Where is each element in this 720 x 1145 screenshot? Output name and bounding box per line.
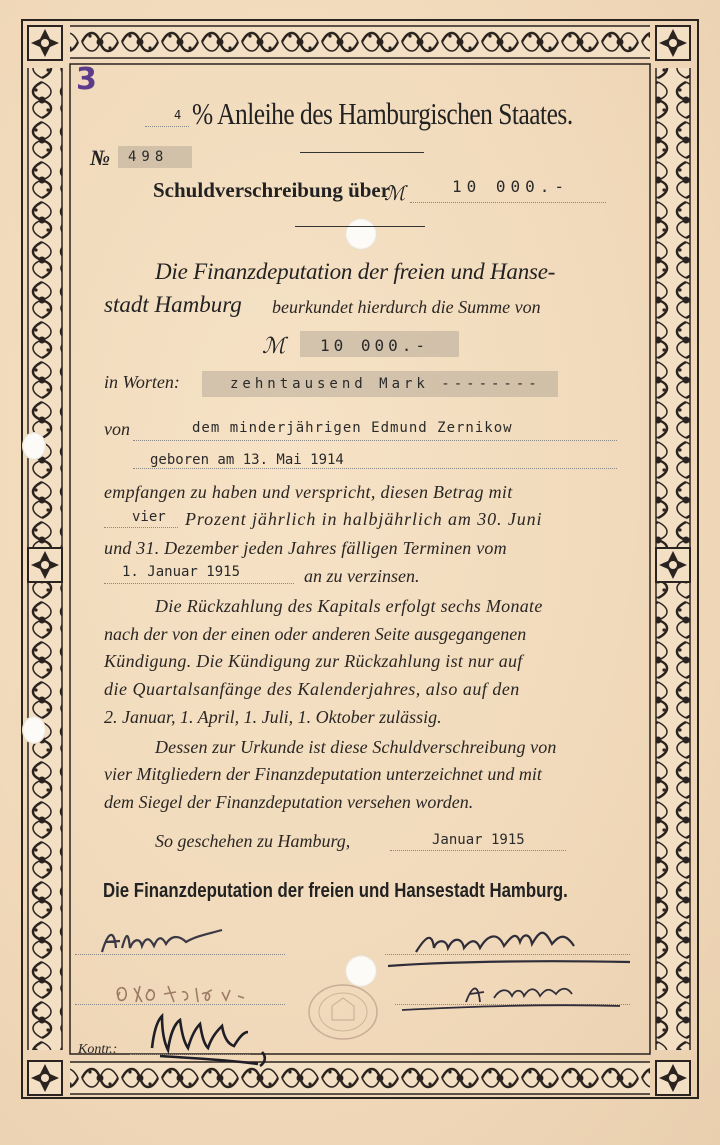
amount-currency: ℳ: [262, 333, 286, 358]
place-label: So geschehen zu Hamburg,: [155, 831, 351, 851]
von-label: von: [104, 419, 130, 439]
body-line: an zu verzinsen.: [304, 566, 420, 586]
intro-line-2-bold: stadt Hamburg: [104, 292, 242, 317]
signature-strack: [400, 976, 640, 1016]
headline-rule: [295, 226, 425, 227]
intro-line-2-rest: beurkundet hierdurch die Summe von: [272, 297, 541, 317]
issue-date: Januar 1915: [432, 832, 525, 848]
body-line: die Quartalsanfänge des Kalenderjahres, also auf den: [104, 679, 520, 699]
rate-word: vier: [132, 509, 166, 525]
start-date: 1. Januar 1915: [122, 564, 241, 580]
headline-amount: 10 000.-: [452, 177, 570, 196]
body-line: dem Siegel der Finanzdeputation versehen worden.: [104, 792, 474, 812]
body-line: Die Rückzahlung des Kapitals erfolgt sechs Monate: [155, 596, 543, 616]
body-line: und 31. Dezember jeden Jahres fälligen Terminen vom: [104, 538, 507, 558]
punch-hole: [22, 716, 46, 744]
signature-kontr: [140, 1006, 280, 1068]
issuing-authority: Die Finanzdeputation der freien und Hansestadt Hamburg.: [103, 880, 568, 902]
title-rule: [300, 152, 424, 153]
certificate-number: 498: [128, 149, 169, 165]
body-line: 2. Januar, 1. April, 1. Juli, 1. Oktober zulässig.: [104, 707, 442, 727]
interest-rate-blank: [145, 104, 189, 127]
holder-born: geboren am 13. Mai 1914: [150, 452, 344, 468]
interest-rate: 4: [174, 108, 182, 122]
amount-value: 10 000.-: [320, 336, 430, 355]
amount-in-words: zehntausend Mark --------: [230, 376, 541, 392]
headline-currency: ℳ: [384, 183, 406, 205]
body-line: empfangen zu haben und verspricht, diesen Betrag mit: [104, 482, 513, 502]
words-label: in Worten:: [104, 372, 180, 392]
stamp-number: 3: [76, 62, 97, 97]
finanzdeputation-seal: [306, 982, 380, 1042]
signature-faber: [112, 978, 262, 1008]
punch-hole: [22, 432, 46, 460]
kontr-label: Kontr.:: [78, 1042, 118, 1057]
body-line: Dessen zur Urkunde ist diese Schuldverschreibung von: [155, 737, 557, 757]
bond-headline: Schuldverschreibung über: [153, 178, 391, 202]
holder-name: dem minderjährigen Edmund Zernikow: [192, 420, 513, 436]
body-line: Kündigung. Die Kündigung zur Rückzahlung ist nur auf: [104, 651, 523, 671]
signature-lienau: [96, 924, 236, 958]
punch-hole: [345, 218, 377, 250]
body-line: nach der von der einen oder anderen Seite ausgegangenen: [104, 624, 527, 644]
body-line: vier Mitgliedern der Finanzdeputation unterzeichnet und mit: [104, 764, 542, 784]
signature-brandt: [380, 922, 640, 970]
number-label: №: [90, 145, 111, 170]
intro-line-1: Die Finanzdeputation der freien und Hanse-: [155, 259, 556, 284]
body-line: Prozent jährlich in halbjährlich am 30. Juni: [185, 509, 543, 529]
loan-title: % Anleihe des Hamburgischen Staates.: [192, 96, 573, 131]
